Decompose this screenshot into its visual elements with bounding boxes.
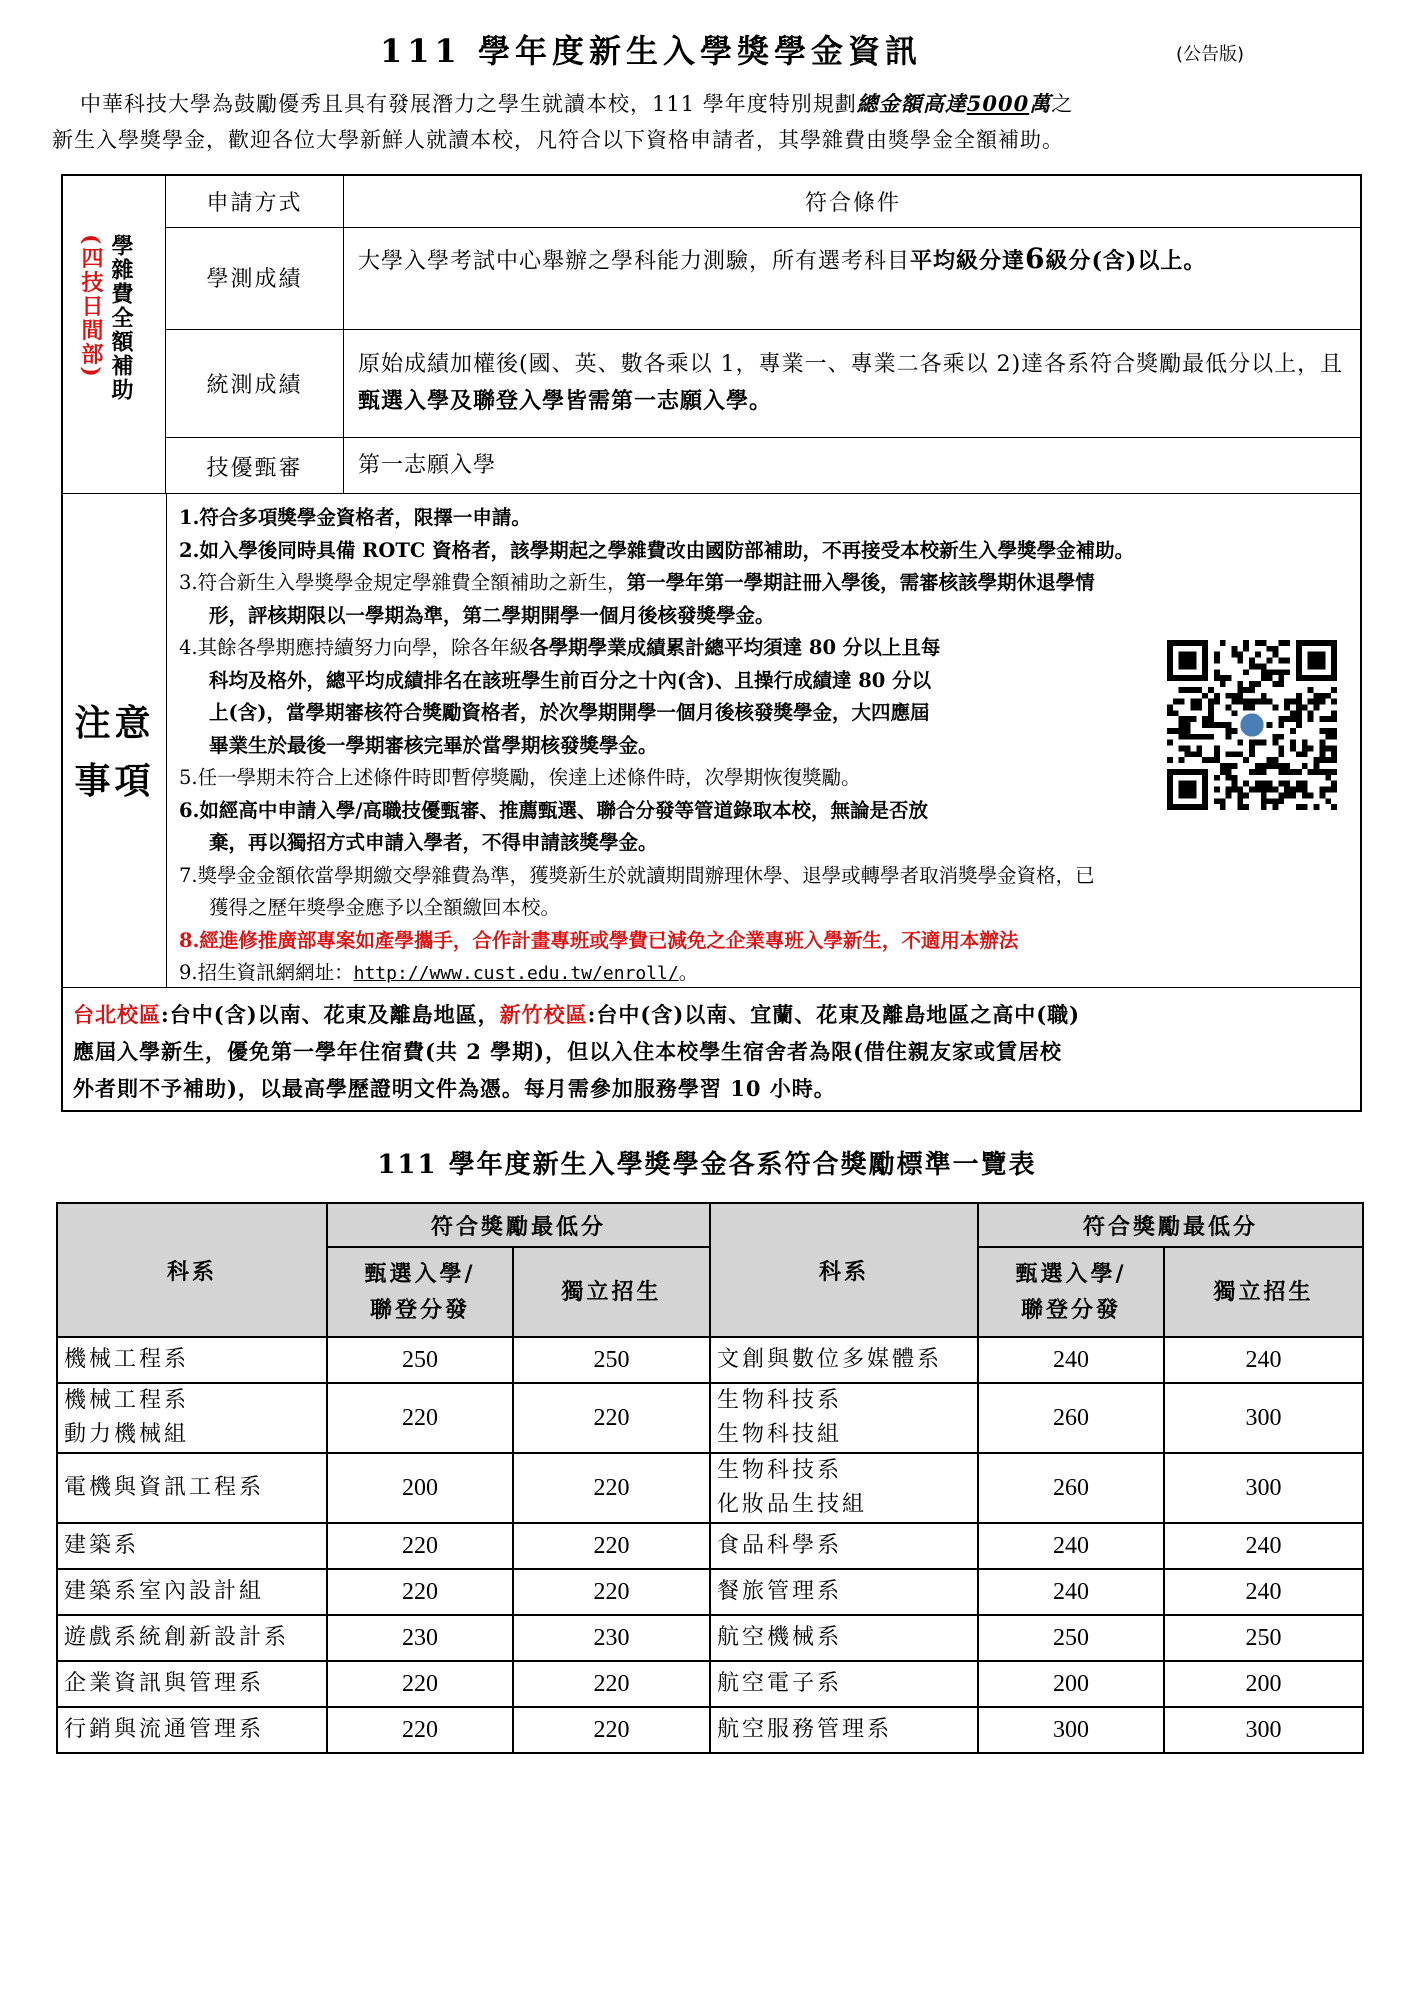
- dept-name: [710, 1707, 978, 1753]
- method-cell-2: [166, 330, 344, 438]
- score-value: 220: [327, 1383, 513, 1453]
- condition-cell-1: [344, 228, 1362, 330]
- dept-name-line: 建築系: [64, 1533, 140, 1558]
- note-text-cont: 棄，再以獨招方式申請入學者，不得申請該獎學金。: [209, 831, 658, 854]
- campus-line-2: 應屆入學新生，優免第一學年住宿費(共 2 學期)，但以入住本校學生宿舍者為限(借住親友家或賃居校: [73, 1039, 1063, 1064]
- method-cell-3: [166, 438, 344, 494]
- score-value: 200: [327, 1453, 513, 1523]
- header-condition: 符合條件: [804, 191, 901, 216]
- col-a-left: [327, 1247, 513, 1337]
- score-value: 250: [1164, 1615, 1363, 1661]
- score-value: 200: [978, 1661, 1164, 1707]
- side-label-cell: [63, 176, 166, 494]
- side-label-sub: (四技日間部): [78, 234, 104, 379]
- score-value: 220: [327, 1707, 513, 1753]
- note-bold: 各學期學業成績累計總平均須達 80 分以上且每: [529, 636, 941, 659]
- table-row: [57, 1569, 1363, 1615]
- condition-part: 原始成績加權後(國、英、數各乘以 1，專業一、專業二各乘以 2)達各系符合獎勵最低分以上，且: [358, 352, 1344, 377]
- score-value: 260: [978, 1383, 1164, 1453]
- score-value: 230: [327, 1615, 513, 1661]
- score-value: 220: [327, 1569, 513, 1615]
- score-value: 250: [978, 1615, 1164, 1661]
- note-item-warning: 8.經進修推廣部專案如產學攜手，合作計畫專班或學費已減免之企業專班入學新生，不適用本辦法: [179, 928, 1019, 952]
- score-value: 250: [513, 1337, 710, 1383]
- notes-divider: [166, 494, 167, 988]
- score-value: 250: [327, 1337, 513, 1383]
- condition-bold: 甄選入學及聯登入學皆需第一志願入學。: [358, 388, 773, 414]
- score-value: 220: [513, 1453, 710, 1523]
- dept-name: [710, 1453, 978, 1523]
- taipei-campus-text: :台中(含)以南、花東及離島地區，: [161, 1002, 500, 1027]
- dept-name-line: 企業資訊與管理系: [64, 1671, 265, 1696]
- header-condition-cell: [344, 176, 1362, 228]
- note-item: 5.任一學期未符合上述條件時即暫停獎勵，俟達上述條件時，次學期恢復獎勵。: [179, 766, 861, 789]
- score-value: 220: [327, 1523, 513, 1569]
- notes-section: [63, 494, 1362, 988]
- col-b-right: 獨立招生: [1164, 1247, 1363, 1337]
- dept-name-line: 食品科學系: [717, 1533, 843, 1558]
- note-text: 4.其餘各學期應持續努力向學，除各年級: [179, 636, 530, 659]
- col-group-left: 符合獎勵最低分: [327, 1203, 710, 1247]
- note-bold-cont: 畢業生於最後一學期審核完畢於當學期核發獎學金。: [209, 733, 658, 757]
- note-item: 2.如入學後同時具備 ROTC 資格者，該學期起之學雜費改由國防部補助，不再接受本校新生入學獎學金補助。: [179, 538, 1135, 562]
- note-bold-cont: 形，評核期限以一學期為準，第二學期開學一個月後核發獎學金。: [209, 603, 775, 627]
- dept-name-line: 生物科技組: [717, 1422, 843, 1447]
- condition-text-2: [358, 346, 1350, 420]
- score-table-body: [57, 1337, 1363, 1753]
- scholarship-conditions-box: [61, 174, 1362, 1112]
- dept-name-line: 生物科技系: [717, 1388, 843, 1413]
- side-label: [77, 234, 135, 402]
- score-value: 220: [327, 1661, 513, 1707]
- table-row: [57, 1453, 1363, 1523]
- note-item: [179, 567, 1359, 632]
- hsinchu-campus-label: 新竹校區: [499, 1002, 588, 1027]
- col-a-line2: 聯登分發: [1021, 1297, 1122, 1323]
- score-value: 300: [1164, 1453, 1363, 1523]
- dept-name: [710, 1661, 978, 1707]
- col-dept-left: 科系: [57, 1203, 327, 1337]
- dept-name-line: 餐旅管理系: [717, 1579, 843, 1604]
- intro-text-a: 中華科技大學為鼓勵優秀且具有發展潛力之學生就讀本校，111 學年度特別規劃: [80, 92, 857, 116]
- col-group-right: 符合獎勵最低分: [978, 1203, 1363, 1247]
- dept-name: [710, 1337, 978, 1383]
- col-a-line2: 聯登分發: [369, 1297, 470, 1323]
- intro-text-b: 之: [1051, 92, 1074, 116]
- score-value: 260: [978, 1453, 1164, 1523]
- score-value: 240: [978, 1337, 1164, 1383]
- score-value: 220: [513, 1569, 710, 1615]
- score-value: 240: [1164, 1523, 1363, 1569]
- table-row: [57, 1383, 1363, 1453]
- method-label: 技優甄審: [206, 456, 303, 481]
- score-value: 240: [978, 1523, 1164, 1569]
- qr-code-icon: [1167, 640, 1337, 810]
- note-text-tail: 。: [678, 961, 699, 984]
- score-value: 220: [513, 1383, 710, 1453]
- campus-section: [63, 988, 1362, 1112]
- intro-unit: 萬: [1029, 91, 1052, 116]
- note-text: 3.符合新生入學獎學金規定學雜費全額補助之新生，: [179, 571, 627, 594]
- dept-name-line: 動力機械組: [64, 1422, 190, 1447]
- dept-name-line: 航空服務管理系: [717, 1717, 893, 1742]
- note-item: [179, 957, 1359, 991]
- condition-bold-tail: 級分(含)以上。: [1045, 248, 1207, 274]
- title-row: [0, 26, 1414, 70]
- dept-name-line: 生物科技系: [717, 1458, 843, 1483]
- score-value: 300: [978, 1707, 1164, 1753]
- note-text: 9.招生資訊網網址：: [179, 961, 354, 984]
- col-b-left: 獨立招生: [513, 1247, 710, 1337]
- dept-name: [57, 1569, 327, 1615]
- score-value: 300: [1164, 1383, 1363, 1453]
- condition-cell-2: [344, 330, 1362, 438]
- note-item: 1.符合多項獎學金資格者，限擇一申請。: [179, 506, 531, 529]
- score-table-title: 111 學年度新生入學獎學金各系符合獎勵標準一覽表: [377, 1150, 1037, 1180]
- condition-part: 大學入學考試中心舉辦之學科能力測驗，所有選考科目: [358, 249, 911, 274]
- score-table-header-row: [57, 1203, 1363, 1247]
- score-value: 220: [513, 1523, 710, 1569]
- dept-name: [57, 1661, 327, 1707]
- dept-name: [57, 1453, 327, 1523]
- dept-name: [710, 1383, 978, 1453]
- side-label-main: 學雜費全額補助: [108, 234, 134, 402]
- method-label: 學測成績: [206, 267, 303, 292]
- table-row: [57, 1523, 1363, 1569]
- condition-cell-3: [344, 438, 1362, 494]
- dept-name: [710, 1615, 978, 1661]
- edition-label: (公告版): [1176, 44, 1245, 65]
- dept-name: [57, 1337, 327, 1383]
- note-bold-cont: 科均及格外，總平均成績排名在該班學生前百分之十內(含)、且操行成績達 80 分以: [209, 668, 932, 692]
- dept-name: [57, 1523, 327, 1569]
- taipei-campus-label: 台北校區: [73, 1002, 161, 1027]
- score-value: 300: [1164, 1707, 1363, 1753]
- header-method: 申請方式: [206, 191, 303, 216]
- note-bold-cont: 上(含)，當學期審核符合獎勵資格者，於次學期開學一個月後核發獎學金，大四應屆: [209, 701, 930, 724]
- score-value: 220: [513, 1661, 710, 1707]
- dept-name-line: 化妝品生技組: [717, 1492, 868, 1517]
- table-row: [57, 1615, 1363, 1661]
- dept-name-line: 電機與資訊工程系: [64, 1475, 265, 1500]
- note-item: [179, 860, 1359, 925]
- condition-text-1: [358, 240, 1350, 280]
- dept-name-line: 航空電子系: [717, 1671, 843, 1696]
- note-item: [179, 632, 1149, 762]
- intro-highlight: 總金額高達: [856, 91, 967, 116]
- dept-name: [57, 1615, 327, 1661]
- note-text: 7.獎學金金額依當學期繳交學雜費為準，獲獎新生於就讀期間辦理休學、退學或轉學者取消獎學金資格，已: [179, 863, 1095, 887]
- col-a-line1: 甄選入學/: [1015, 1261, 1127, 1287]
- dept-name-line: 機械工程系: [64, 1347, 190, 1372]
- score-value: 230: [513, 1615, 710, 1661]
- method-label: 統測成績: [206, 373, 303, 398]
- dept-name: [57, 1707, 327, 1753]
- score-value: 240: [1164, 1569, 1363, 1615]
- score-value: 200: [1164, 1661, 1363, 1707]
- score-value: 240: [1164, 1337, 1363, 1383]
- condition-level: 6: [1025, 242, 1046, 275]
- header-method-cell: [166, 176, 344, 228]
- table-row: [57, 1337, 1363, 1383]
- method-cell-1: [166, 228, 344, 330]
- score-value: 240: [978, 1569, 1164, 1615]
- intro-amount: 5000: [966, 91, 1030, 116]
- note-text: 6.如經高中申請入學/高職技優甄審、推薦甄選、聯合分發等管道錄取本校，無論是否放: [179, 798, 928, 822]
- dept-name-line: 機械工程系: [64, 1388, 190, 1413]
- col-dept-right: 科系: [710, 1203, 978, 1337]
- note-bold: 第一學年第一學期註冊入學後，需審核該學期休退學情: [626, 571, 1095, 594]
- dept-name-line: 航空機械系: [717, 1625, 843, 1650]
- hsinchu-campus-text: :台中(含)以南、宜蘭、花東及離島地區之高中(職): [587, 1002, 1081, 1027]
- dept-name: [710, 1523, 978, 1569]
- notes-label-text: 注意事項: [74, 702, 155, 802]
- dept-name-line: 行銷與流通管理系: [64, 1717, 265, 1742]
- condition-text-3: 第一志願入學: [358, 453, 497, 478]
- dept-name-line: 遊戲系統創新設計系: [64, 1625, 290, 1650]
- notes-label: [63, 694, 166, 810]
- campus-line-3: 外者則不予補助)，以最高學歷證明文件為憑。每月需參加服務學習 10 小時。: [73, 1076, 836, 1101]
- note-text-cont: 獲得之歷年獎學金應予以全額繳回本校。: [209, 896, 561, 919]
- dept-name: [57, 1383, 327, 1453]
- dept-name-line: 建築系室內設計組: [64, 1579, 265, 1604]
- score-table: [56, 1202, 1364, 1754]
- table-row: [57, 1661, 1363, 1707]
- score-value: 220: [513, 1707, 710, 1753]
- intro-line-2: 新生入學獎學金，歡迎各位大學新鮮人就讀本校，凡符合以下資格申請者，其學雜費由獎學金全額補助。: [52, 128, 1064, 152]
- col-a-right: [978, 1247, 1164, 1337]
- intro-paragraph: [52, 86, 1350, 158]
- campus-text: [73, 996, 1352, 1107]
- page-title: 111 學年度新生入學獎學金資訊: [380, 32, 922, 70]
- dept-name: [710, 1569, 978, 1615]
- col-a-line1: 甄選入學/: [364, 1261, 476, 1287]
- dept-name-line: 文創與數位多媒體系: [717, 1347, 943, 1372]
- table-row: [57, 1707, 1363, 1753]
- enroll-link[interactable]: http://www.cust.edu.tw/enroll/: [353, 963, 679, 984]
- condition-bold: 平均級分達: [910, 248, 1026, 274]
